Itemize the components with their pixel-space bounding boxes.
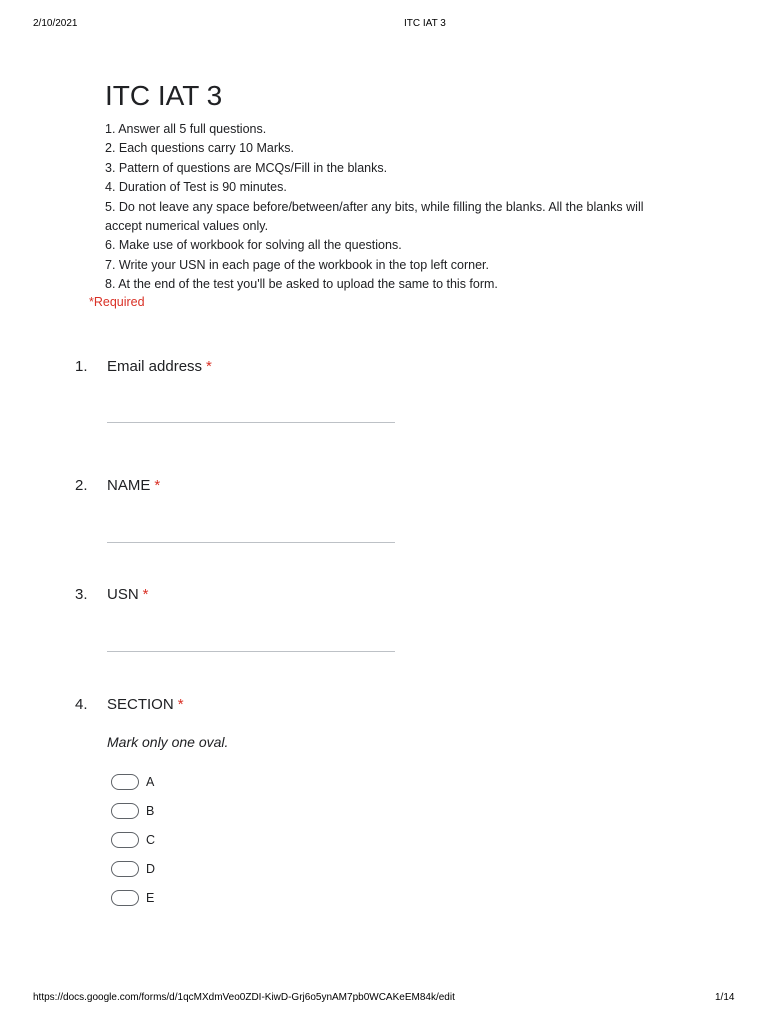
instruction-line: 7. Write your USN in each page of the workbook in the top left corner.: [105, 257, 490, 272]
question-number: 4.: [75, 696, 88, 713]
question-title-text: USN: [107, 586, 139, 603]
radio-oval[interactable]: [111, 832, 139, 848]
instruction-line: 3. Pattern of questions are MCQs/Fill in the blanks.: [105, 160, 388, 175]
instruction-line: 5. Do not leave any space before/between/after any bits, while filling the blanks. All the blanks will accept numerical values only.: [105, 199, 644, 234]
option-label: D: [146, 862, 156, 876]
print-header-date: 2/10/2021: [33, 18, 78, 29]
question-number: 2.: [75, 477, 88, 494]
option-label: C: [146, 833, 156, 847]
print-footer-page: 1/14: [715, 992, 735, 1003]
form-description: [105, 120, 645, 295]
option-label: B: [146, 804, 155, 818]
required-asterisk: *: [206, 358, 212, 375]
print-footer-url: https://docs.google.com/forms/d/1qcMXdmVeo0ZDI-KiwD-Grj6o5ynAM7pb0WCAKeEM84k/edit: [33, 992, 455, 1003]
question-title: [107, 358, 212, 375]
name-answer-field[interactable]: [107, 542, 395, 543]
option-label: E: [146, 891, 155, 905]
instruction-line: 8. At the end of the test you'll be asked to upload the same to this form.: [105, 277, 498, 292]
question-number: 1.: [75, 358, 88, 375]
question-title: [107, 696, 184, 713]
instruction-line: 1. Answer all 5 full questions.: [105, 122, 267, 136]
question-title-text: SECTION: [107, 696, 174, 713]
required-asterisk: *: [142, 586, 149, 603]
question-title-text: NAME: [107, 477, 151, 494]
question-title: [107, 477, 160, 494]
usn-answer-field[interactable]: [107, 651, 395, 652]
instruction-line: 6. Make use of workbook for solving all the questions.: [105, 238, 402, 253]
radio-oval[interactable]: [111, 861, 139, 877]
radio-oval[interactable]: [111, 890, 139, 906]
radio-oval[interactable]: [111, 803, 139, 819]
required-asterisk: *: [154, 477, 161, 494]
required-note: *Required: [89, 295, 145, 309]
form-title: ITC IAT 3: [105, 80, 223, 111]
instruction-line: 4. Duration of Test is 90 minutes.: [105, 180, 287, 195]
instruction-line: 2. Each questions carry 10 Marks.: [105, 141, 294, 156]
radio-oval[interactable]: [111, 774, 139, 790]
question-hint: Mark only one oval.: [107, 734, 229, 750]
question-title: [107, 586, 149, 603]
question-number: 3.: [75, 586, 88, 603]
email-answer-field[interactable]: [107, 422, 395, 423]
print-header-title: ITC IAT 3: [404, 18, 446, 29]
question-title-text: Email address: [107, 358, 203, 375]
required-asterisk: *: [177, 696, 184, 713]
option-label: A: [146, 775, 155, 789]
